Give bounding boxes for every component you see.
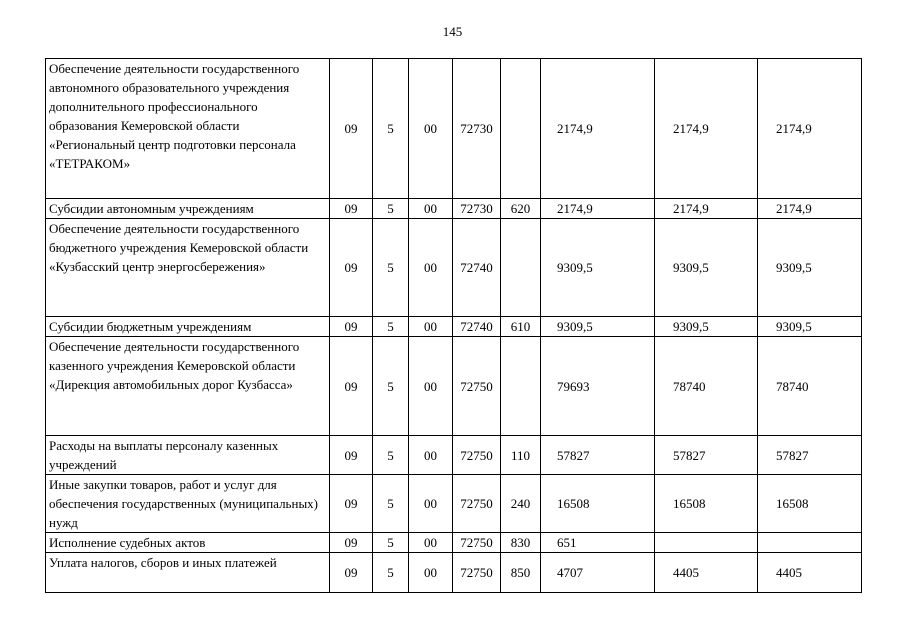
row-pr: 5 [373,436,409,475]
row-value-2: 78740 [655,337,758,436]
row-value-3: 78740 [758,337,862,436]
row-value-3: 2174,9 [758,59,862,199]
table-row [46,317,862,337]
row-value-2: 57827 [655,436,758,475]
row-value-1: 651 [541,533,655,553]
row-value-3 [758,533,862,553]
row-value-2 [655,533,758,553]
row-cs1: 00 [409,475,453,533]
row-vr: 620 [501,199,541,219]
row-cs1: 00 [409,553,453,593]
row-value-2: 2174,9 [655,199,758,219]
row-rz: 09 [330,475,373,533]
row-pr: 5 [373,337,409,436]
row-value-1: 2174,9 [541,199,655,219]
row-cs1: 00 [409,59,453,199]
row-value-1: 57827 [541,436,655,475]
row-cs2: 72740 [453,219,501,317]
table-row [46,553,862,593]
table-row [46,533,862,553]
row-cs2: 72750 [453,337,501,436]
row-vr: 610 [501,317,541,337]
row-name: Уплата налогов, сборов и иных платежей [46,553,330,593]
row-rz: 09 [330,219,373,317]
row-value-1: 2174,9 [541,59,655,199]
row-value-2: 9309,5 [655,219,758,317]
row-value-2: 4405 [655,553,758,593]
table-row [46,199,862,219]
budget-table [45,58,862,593]
row-vr [501,219,541,317]
row-pr: 5 [373,219,409,317]
row-vr: 850 [501,553,541,593]
table-row [46,475,862,533]
row-name: Исполнение судебных актов [46,533,330,553]
row-value-3: 9309,5 [758,219,862,317]
row-value-3: 57827 [758,436,862,475]
row-rz: 09 [330,317,373,337]
row-value-2: 9309,5 [655,317,758,337]
row-cs2: 72730 [453,199,501,219]
row-pr: 5 [373,533,409,553]
row-name: Иные закупки товаров, работ и услуг для обеспечения государственных (муниципальных) нужд [46,475,330,533]
row-value-3: 9309,5 [758,317,862,337]
row-cs2: 72750 [453,475,501,533]
row-vr [501,59,541,199]
row-name: Расходы на выплаты персоналу казенных учреждений [46,436,330,475]
row-cs1: 00 [409,436,453,475]
row-value-3: 2174,9 [758,199,862,219]
row-pr: 5 [373,199,409,219]
page-number: 145 [442,24,463,39]
row-vr: 830 [501,533,541,553]
row-rz: 09 [330,337,373,436]
table-row [46,219,862,317]
row-pr: 5 [373,59,409,199]
row-cs2: 72750 [453,553,501,593]
row-rz: 09 [330,59,373,199]
row-name: Субсидии бюджетным учреждениям [46,317,330,337]
row-cs1: 00 [409,199,453,219]
row-value-1: 9309,5 [541,317,655,337]
row-value-2: 16508 [655,475,758,533]
row-name: Обеспечение деятельности государственного автономного образовательного учреждения дополнительного профессионального образования Кемеровской области «Региональный центр подготовки персонала «ТЕТРАКОМ» [46,59,330,199]
table-row [46,59,862,199]
row-cs2: 72740 [453,317,501,337]
row-value-3: 4405 [758,553,862,593]
row-value-1: 9309,5 [541,219,655,317]
row-cs1: 00 [409,219,453,317]
row-name: Субсидии автономным учреждениям [46,199,330,219]
table-row [46,436,862,475]
row-vr [501,337,541,436]
row-vr: 240 [501,475,541,533]
row-pr: 5 [373,553,409,593]
table-body [46,59,862,593]
row-pr: 5 [373,475,409,533]
row-cs2: 72730 [453,59,501,199]
row-rz: 09 [330,553,373,593]
table-row [46,337,862,436]
row-cs2: 72750 [453,533,501,553]
row-name: Обеспечение деятельности государственного казенного учреждения Кемеровской области «Дирекция автомобильных дорог Кузбасса» [46,337,330,436]
row-rz: 09 [330,436,373,475]
row-value-1: 4707 [541,553,655,593]
row-cs2: 72750 [453,436,501,475]
row-name: Обеспечение деятельности государственного бюджетного учреждения Кемеровской области «Кузбасский центр энергосбережения» [46,219,330,317]
row-cs1: 00 [409,533,453,553]
row-value-2: 2174,9 [655,59,758,199]
row-rz: 09 [330,199,373,219]
row-value-1: 16508 [541,475,655,533]
row-rz: 09 [330,533,373,553]
row-cs1: 00 [409,317,453,337]
row-value-1: 79693 [541,337,655,436]
row-value-3: 16508 [758,475,862,533]
row-vr: 110 [501,436,541,475]
row-pr: 5 [373,317,409,337]
row-cs1: 00 [409,337,453,436]
